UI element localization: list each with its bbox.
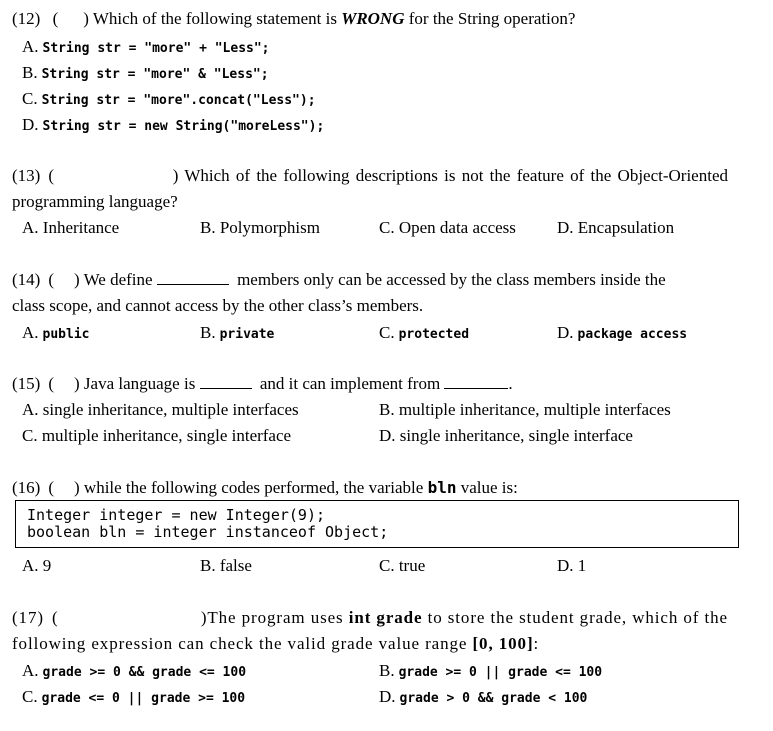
q14-option-a: A. public	[22, 323, 90, 342]
q15-number: (15)	[12, 374, 41, 393]
q15-fill-blank-1	[200, 374, 252, 389]
q14-option-d: D. package access	[557, 323, 688, 342]
q14-stem-line1: (14) ( ) We define members only can be accessed by the class members inside the	[12, 270, 666, 289]
q12-option-c: C. String str = "more".concat("Less");	[22, 89, 316, 108]
q17-answer-paren: (	[51, 608, 59, 627]
q17-option-c: C. grade <= 0 || grade >= 100	[22, 687, 246, 706]
q12-emphasis: WRONG	[341, 9, 405, 28]
q16-stem: (16) ( ) while the following codes performed, the variable bln value is:	[12, 478, 518, 497]
q14-stem-line2: class scope, and cannot access by the other class’s members.	[12, 296, 424, 315]
q12-option-d: D. String str = new String("moreLess");	[22, 115, 325, 134]
q13-stem-line1: (13) ( ) Which of the following descriptions is not the feature of the Object-Oriented	[12, 166, 728, 185]
q16-option-d: D. 1	[557, 556, 587, 575]
q15-stem: (15) ( ) Java language is and it can implement from .	[12, 374, 513, 393]
q13-option-a: A. Inheritance	[22, 218, 120, 237]
q14-option-c: C. protected	[379, 323, 470, 342]
q17-stem-line1: (17) ( )The program uses int grade to store the student grade, which of the	[12, 608, 728, 627]
q16-code-box	[15, 500, 739, 548]
q17-number: (17)	[12, 608, 44, 627]
q15-fill-blank-2	[444, 374, 508, 389]
q17-option-b: B. grade >= 0 || grade <= 100	[379, 661, 603, 680]
q16-option-c: C. true	[379, 556, 426, 575]
q12-option-a: A. String str = "more" + "Less";	[22, 37, 270, 56]
q12-stem: (12) ( ) Which of the following statement is WRONG for the String operation?	[12, 9, 576, 28]
q13-number: (13)	[12, 166, 41, 185]
q12-number: (12)	[12, 9, 41, 28]
q15-option-b: B. multiple inheritance, multiple interfaces	[379, 400, 671, 419]
q17-range: [0, 100]	[472, 634, 534, 653]
q17-stem-line2: following expression can check the valid grade value range [0, 100]:	[12, 634, 540, 653]
q17-bold-code: int grade	[348, 608, 423, 627]
q15-option-a: A. single inheritance, multiple interfaces	[22, 400, 299, 419]
q16-option-a: A. 9	[22, 556, 52, 575]
q16-code-line-2: boolean bln = integer instanceof Object;	[27, 523, 389, 541]
q17-option-a: A. grade >= 0 && grade <= 100	[22, 661, 247, 680]
q12-answer-paren: (	[52, 9, 59, 28]
q15-option-c: C. multiple inheritance, single interface	[22, 426, 292, 445]
q13-answer-paren: (	[48, 166, 54, 185]
q13-option-b: B. Polymorphism	[200, 218, 320, 237]
q15-option-d: D. single inheritance, single interface	[379, 426, 633, 445]
q17-option-d: D. grade > 0 && grade < 100	[379, 687, 588, 706]
q16-variable: bln	[427, 478, 457, 497]
q12-option-b: B. String str = "more" & "Less";	[22, 63, 269, 82]
q16-option-b: B. false	[200, 556, 252, 575]
q16-code-line-1: Integer integer = new Integer(9);	[27, 506, 326, 524]
q16-number: (16)	[12, 478, 41, 497]
q14-option-b: B. private	[200, 323, 275, 342]
q13-option-d: D. Encapsulation	[557, 218, 675, 237]
q15-answer-paren: (	[48, 374, 54, 393]
q16-answer-paren: (	[48, 478, 54, 497]
q13-stem-line2: programming language?	[12, 192, 178, 211]
q14-answer-paren: (	[48, 270, 54, 289]
q13-option-c: C. Open data access	[379, 218, 516, 237]
q14-number: (14)	[12, 270, 41, 289]
q14-fill-blank	[157, 270, 229, 285]
